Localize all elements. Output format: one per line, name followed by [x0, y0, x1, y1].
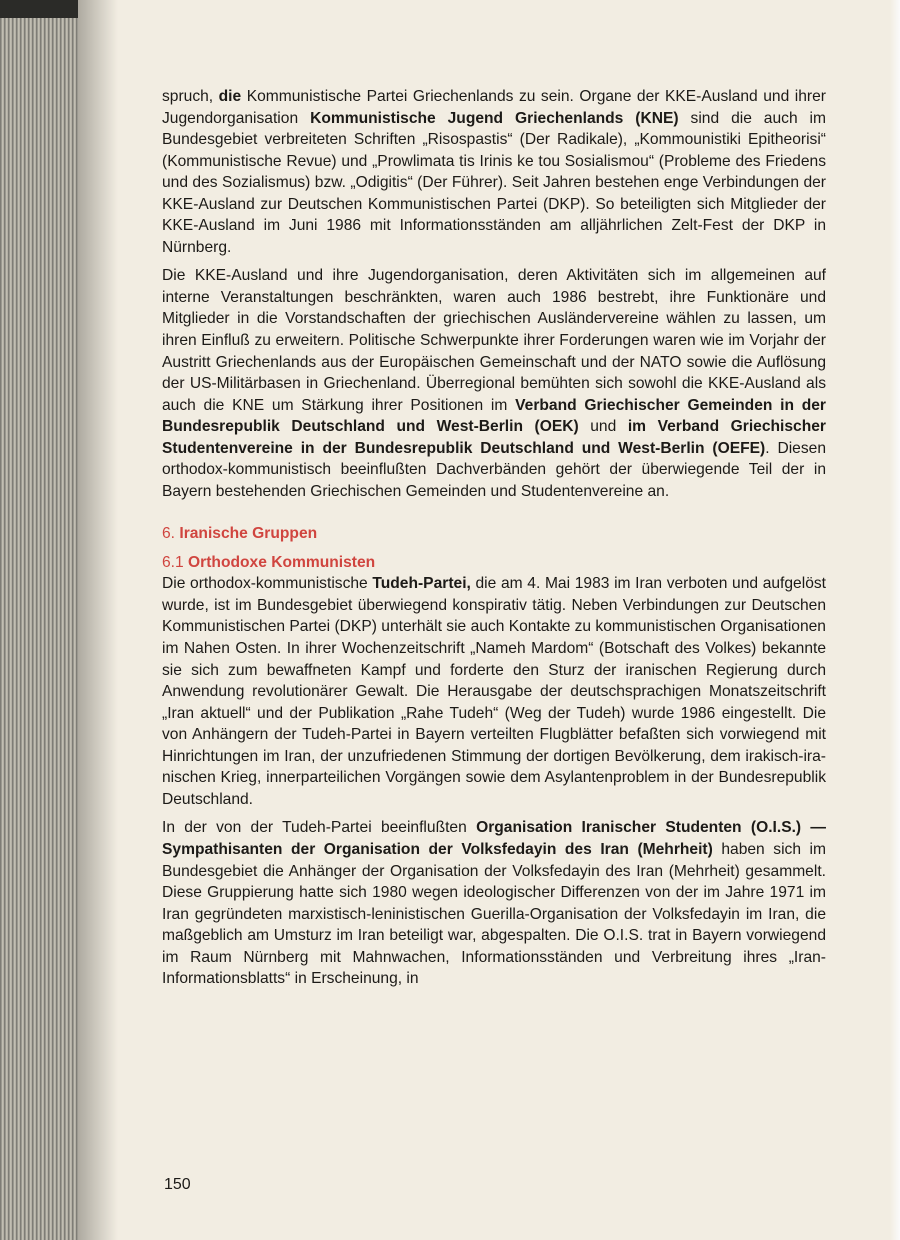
bold-text-run: Organisation Iranischer Studenten (O.I.S.) — Sympathisanten der Organisation der Volksfedayin des Iran (Mehrheit) [162, 819, 826, 858]
page-block-edge [0, 0, 78, 1240]
text-run: spruch, [162, 88, 219, 105]
gutter-shadow [78, 0, 118, 1240]
page-content [162, 86, 826, 990]
text-run: Die KKE-Ausland und ihre Jugendorganisation, deren Aktivitäten sich im allgemeinen auf interne Veranstaltungen beschränkten, waren auch 1986 bestrebt, ihre Funktionäre und Mitglieder in die Vorstandschaften der griechischen Ausländervereine wählen zu lassen, um ihren Einfluß zu erweitern. Politische Schwerpunkte ihrer Forderungen waren wie im Vorjahr der Austritt Griechenlands aus der Europäischen Gemeinschaft und der NATO sowie die Auflösung der US-Militärbasen in Griechenland. Überregional bemühten sich sowohl die KKE-Ausland als auch die KNE um Stärkung ihrer Positionen im [162, 267, 826, 414]
section-heading-iranian-groups [162, 523, 826, 545]
subsection-title: Orthodoxe Kommunisten [188, 553, 376, 571]
paragraph-kke-organs [162, 86, 826, 258]
text-run: haben sich im Bundesgebiet die Anhänger der Organisation der Volksfedayin des Iran (Mehrheit) gesammelt. Diese Gruppierung hatte sich 1980 wegen ideologischer Differenzen von der im Jahre 1971 im Iran gegründeten marxistisch-leninistischen Guerilla-Organisation der Volksfedayin im Iran, die maßgeblich am Umsturz im Iran beteiligt war, abgespalten. Die O.I.S. trat in Bayern vorwiegend im Raum Nürnberg mit Mahnwachen, Informationsständen und Verbreitung ihres „Iran-Informationsblatts“ in Erscheinung, in [162, 840, 827, 988]
subsection-heading-orthodox-communists [162, 552, 826, 574]
text-run: . Diesen orthodox-kommunistisch beeinflußten Dachverbänden gehört der überwiegende Teil der in Bayern bestehenden Griechischen Gemeinden und Studentenvereine an. [162, 439, 826, 500]
section-title: Iranische Gruppen [179, 525, 318, 543]
text-run: sind die auch im Bundesgebiet verbreiteten Schriften „Risospastis“ (Der Radikale), „Kommounistiki Epitheorisi“ (Kommunistische Revue) und „Prowlimata tis Irinis ke tou Sosialismou“ (Probleme des Friedens und des Sozialismus) bzw. „Odigitis“ (Der Führer). Seit Jahren bestehen enge Verbindungen der KKE-Ausland zur Deutschen Kommunistischen Partei (DKP). So beteiligten sich Mitglieder der KKE-Ausland im Juni 1986 mit Informationsständen am alljährlichen Zelt-Fest der DKP in Nürnberg. [162, 109, 827, 256]
paragraph-kke-activities [162, 265, 826, 502]
bold-text-run: im Verband Griechischer Studentenvereine in der Bundesrepublik Deutschland und West-Berlin (OEFE) [162, 418, 826, 457]
page-block-edge-top [0, 0, 78, 18]
text-run: und [578, 418, 628, 436]
bold-text-run: Tudeh-Partei, [372, 575, 471, 593]
text-run: Die orthodox-kommunistische [162, 575, 373, 593]
paragraph-ois [162, 817, 826, 989]
page-number: 150 [164, 1176, 191, 1193]
section-number: 6. [162, 525, 176, 543]
page-right-edge [890, 0, 900, 1240]
bold-text-run: die [218, 88, 242, 105]
text-run: Kommunistische Partei Griechenlands zu sein. Organe der KKE-Ausland und ihrer Jugendorganisation [162, 88, 826, 127]
text-run: die am 4. Mai 1983 im Iran verboten und aufgelöst wurde, ist im Bundesgebiet überwiegend konspirativ tätig. Neben Verbindungen zur Deutschen Kommunistischen Partei (DKP) unterhält sie auch Kontakte zu kommunistischen Organisationen im Nahen Osten. In ihrer Wochenzeitschrift „Nameh Mardom“ (Botschaft des Volkes) bekannte sie sich zum bewaffneten Kampf und forderte den Sturz der iranischen Regierung durch Anwendung revolutionärer Gewalt. Die Herausgabe der deutschsprachigen Monatszeitschrift „Iran aktuell“ und der Publikation „Rahe Tudeh“ (Weg der Tudeh) wurde 1986 eingestellt. Die von Anhängern der Tudeh-Partei in Bayern verteilten Flugblätter befaßten sich vorwiegend mit Hinrichtungen im Iran, der unzufriedenen Stimmung der dortigen Bevölkerung, dem irakisch-iranischen Krieg, innerparteilichen Vorgängen sowie dem Asylantenproblem in der Bundesrepublik Deutschland. [162, 575, 826, 808]
paragraph-tudeh-party [162, 573, 826, 810]
text-run: In der von der Tudeh-Partei beeinflußten [162, 819, 477, 837]
bold-text-run: Kommunistische Jugend Griechenlands (KNE) [310, 109, 679, 127]
bold-text-run: Verband Griechischer Gemeinden in der Bundesrepublik Deutschland und West-Berlin (OEK) [162, 396, 826, 436]
subsection-number: 6.1 [162, 553, 184, 571]
